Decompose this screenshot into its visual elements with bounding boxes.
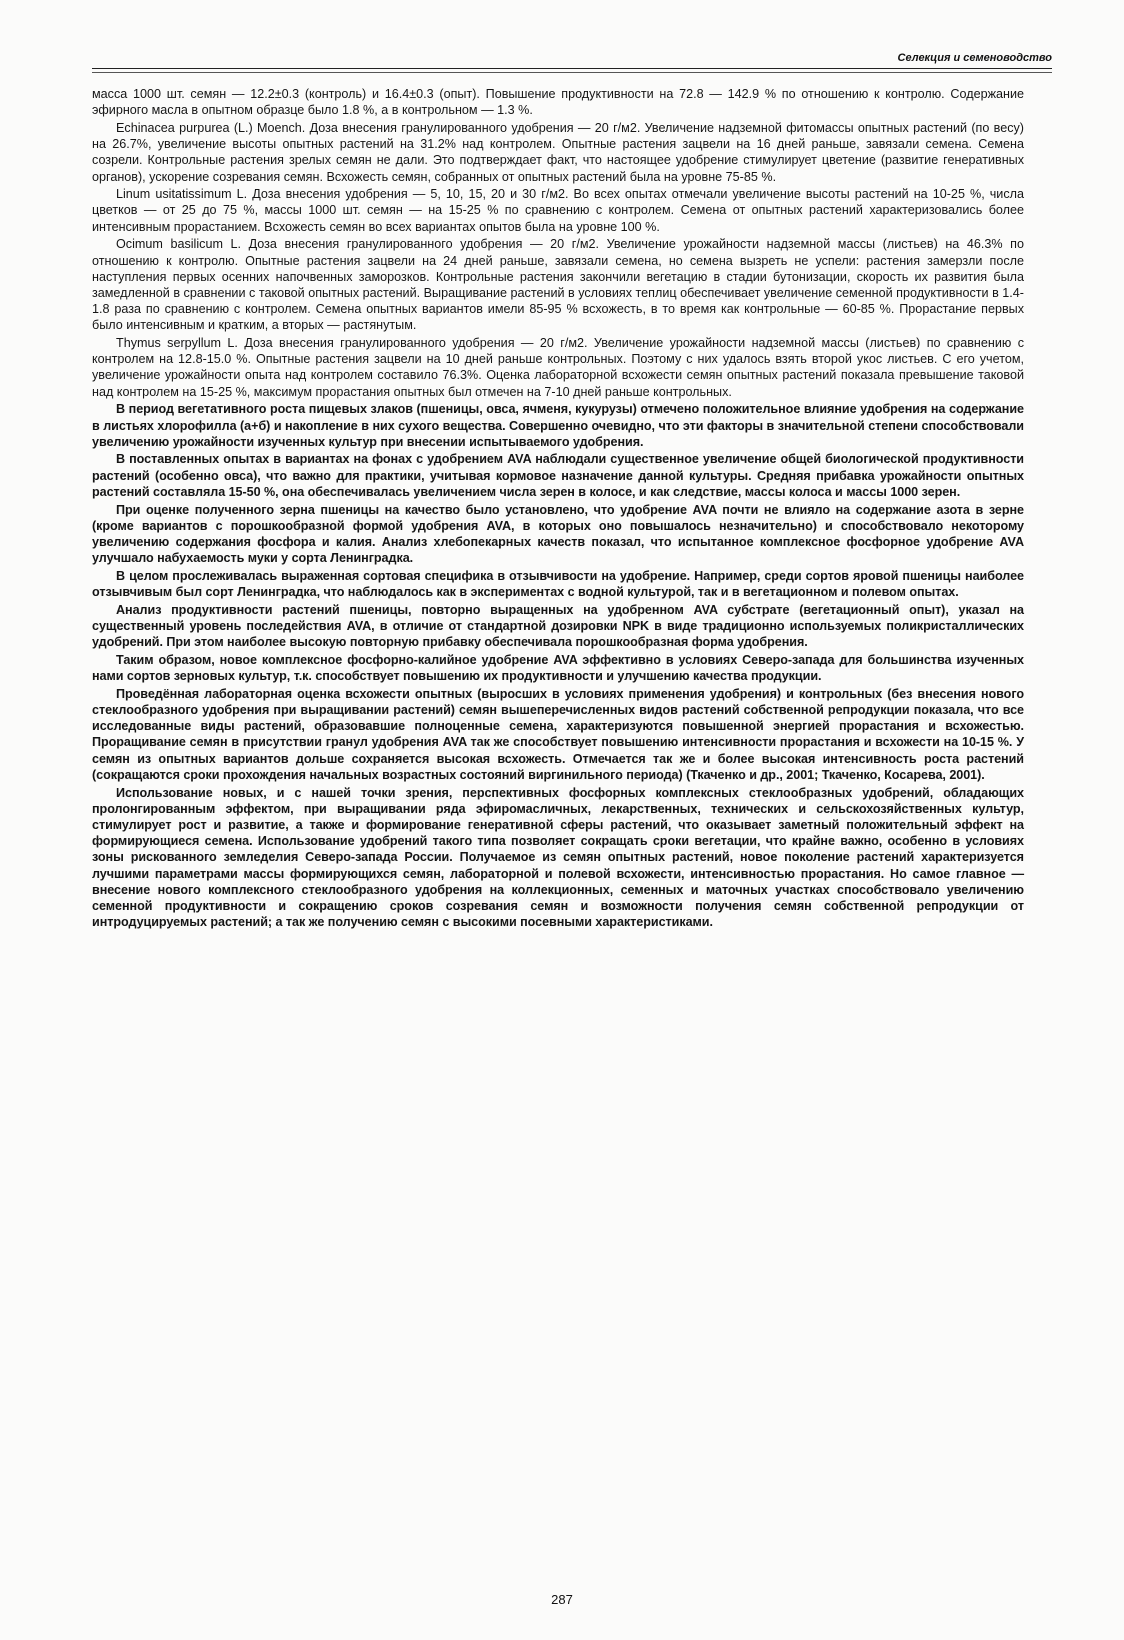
paragraph: Linum usitatissimum L. Доза внесения удобрения — 5, 10, 15, 20 и 30 г/м2. Во всех опытах отмечали увеличение высоты растений на 10-25 %, числа цветков — от 25 до 75 %, массы 1000 шт. семян — на 15-25 % по сравнению с контролем. Семена от опытных растений характеризовались более интенсивным прорастанием. Всхожесть семян во всех вариантах опытов была на уровне 100 %. xyxy=(92,187,1024,234)
header-rule-thin xyxy=(92,72,1052,73)
paragraph: В период вегетативного роста пищевых злаков (пшеницы, овса, ячменя, кукурузы) отмечено положительное влияние удобрения на содержание в листьях хлорофилла (а+б) и накопление в них сухого вещества. Совершенно очевидно, что эти факторы в значительной степени способствовали увеличению урожайности изученных культур при внесении испытываемого удобрения. xyxy=(92,402,1024,449)
page-number: 287 xyxy=(551,1592,573,1607)
paragraph: Таким образом, новое комплексное фосфорно-калийное удобрение AVA эффективно в условиях Северо-запада для большинства изученных нами сортов зерновых культур, т.к. способствует повышению их продуктивности и улучшению качества продукции. xyxy=(92,652,1024,684)
article-body xyxy=(92,86,1024,932)
paragraph: При оценке полученного зерна пшеницы на качество было установлено, что удобрение AVA почти не влияло на содержание азота в зерне (кроме вариантов с порошкообразной формой удобрения AVA, в которых оно повышалось незначительно) и способствовало некоторому увеличению содержания фосфора и калия. Анализ хлебопекарных качеств показал, что испытанное комплексное фосфорное удобрение AVA улучшало набухаемость муки у сорта Ленинградка. xyxy=(92,502,1024,566)
paragraph: Проведённая лабораторная оценка всхожести опытных (выросших в условиях применения удобрения) и контрольных (без внесения нового стеклообразного удобрения при выращивании растений) семян вышеперечисленных видов растений собственной репродукции показала, что все исследованные виды растений, образовавшие полноценные семена, характеризуются повышенной энергией прорастания и всхожестью. Проращивание семян в присутствии гранул удобрения AVA так же способствует повышению интенсивности прорастания и всхожести на 10-15 %. У семян из опытных вариантов дольше сохраняется высокая всхожесть. Отмечается так же и более высокая интенсивность роста растений (сокращаются сроки прохождения начальных возрастных состояний виргинильного периода) (Ткаченко и др., 2001; Ткаченко, Косарева, 2001). xyxy=(92,686,1024,782)
running-header: Селекция и семеноводство xyxy=(897,52,1052,64)
paragraph: В поставленных опытах в вариантах на фонах с удобрением AVA наблюдали существенное увеличение общей биологической продуктивности растений (особенно овса), что важно для практики, учитывая кормовое назначение данной культуры. Средняя прибавка урожайности опытных растений составляла 15-50 %, она обеспечивалась увеличением числа зерен в колосе, и как следствие, массы колоса и массы 1000 зерен. xyxy=(92,452,1024,499)
paragraph: Ocimum basilicum L. Доза внесения гранулированного удобрения — 20 г/м2. Увеличение урожайности надземной массы (листьев) на 46.3% по отношению к контролю. Опытные растения зацвели на 24 дней раньше, завязали семена, но семена вызреть не успели: растения замерзли после наступления первых осенних напочвенных заморозков. Контрольные растения закончили вегетацию в стадии бутонизации, скорость их развития была замедленной в сравнении с таковой опытных растений. Выращивание растений в условиях теплиц обеспечивает увеличение семенной продуктивности в 1.4-1.8 раза по сравнению с контролем. Семена опытных вариантов имели 85-95 % всхожесть, в то время как контрольные — 60-85 %. Прорастание первых было интенсивным и кратким, а вторых — растянутым. xyxy=(92,237,1024,333)
paragraph: Анализ продуктивности растений пшеницы, повторно выращенных на удобренном AVA субстрате (вегетационный опыт), указал на существенный уровень последействия AVA, в отличие от стандартной дозировки NPK в виде традиционно используемых поликристаллических удобрений. При этом наиболее высокую повторную прибавку обеспечивала порошкообразная форма удобрения. xyxy=(92,602,1024,650)
header-rule xyxy=(92,68,1052,69)
paragraph: Использование новых, и с нашей точки зрения, перспективных фосфорных комплексных стеклообразных удобрений, обладающих пролонгированным эффектом, при выращивании ряда эфиромасличных, лекарственных, технических и сельскохозяйственных культур, стимулирует рост и развитие, а также и формирование генеративной сферы растений, что оказывает заметный положительный эффект на формирующиеся семена. Использование удобрений такого типа позволяет сокращать сроки вегетации, что крайне важно, особенно в условиях зоны рискованного земледелия Северо-запада России. Получаемое из семян опытных растений, новое поколение растений характеризуется лучшими параметрами массы формирующихся семян, лабораторной и полевой всхожести, интенсивностью прорастания. Но самое главное — внесение нового комплексного стеклообразного удобрения на коллекционных, семенных и маточных участках способствовало увеличению семенной продуктивности и сокращению сроков созревания семян и возможности получения семян собственной репродукции от интродуцируемых растений; а так же получению семян с высокими посевными характеристиками. xyxy=(92,785,1024,930)
paragraph: масса 1000 шт. семян — 12.2±0.3 (контроль) и 16.4±0.3 (опыт). Повышение продуктивности на 72.8 — 142.9 % по отношению к контролю. Содержание эфирного масла в опытном образце было 1.8 %, а в контрольном — 1.3 %. xyxy=(92,87,1024,118)
paragraph: В целом прослеживалась выраженная сортовая специфика в отзывчивости на удобрение. Например, среди сортов яровой пшеницы наиболее отзывчивым был сорт Ленинградка, что наблюдалось как в экспериментах с водной культурой, так и в вегетационном и полевом опытах. xyxy=(92,568,1024,600)
paragraph: Echinacea purpurea (L.) Moench. Доза внесения гранулированного удобрения — 20 г/м2. Увеличение надземной фитомассы опытных растений (по весу) на 26.7%, увеличение высоты опытных растений на 31.2% над контролем. Опытные растения зацвели на 16 дней раньше, завязали семена. Семена созрели. Контрольные растения зрелых семян не дали. Это подтверждает факт, что настоящее удобрение стимулирует цветение (развитие генеративных органов), ускорение созревания семян. Всхожесть семян, собранных от опытных растений была на уровне 75-85 %. xyxy=(92,120,1024,184)
paragraph: Thymus serpyllum L. Доза внесения гранулированного удобрения — 20 г/м2. Увеличение урожайности надземной массы (листьев) по сравнению с контролем на 12.8-15.0 %. Опытные растения зацвели на 10 дней раньше контрольных. Поэтому с них удалось взять второй укос листьев. С его учетом, увеличение урожайности опыта над контролем составило 76.3%. Оценка лабораторной всхожести семян опытных растений показала превышение таковой над контролем на 15-25 %, максимум прорастания опытных был отмечен на 7-10 дней раньше контрольных. xyxy=(92,336,1024,399)
